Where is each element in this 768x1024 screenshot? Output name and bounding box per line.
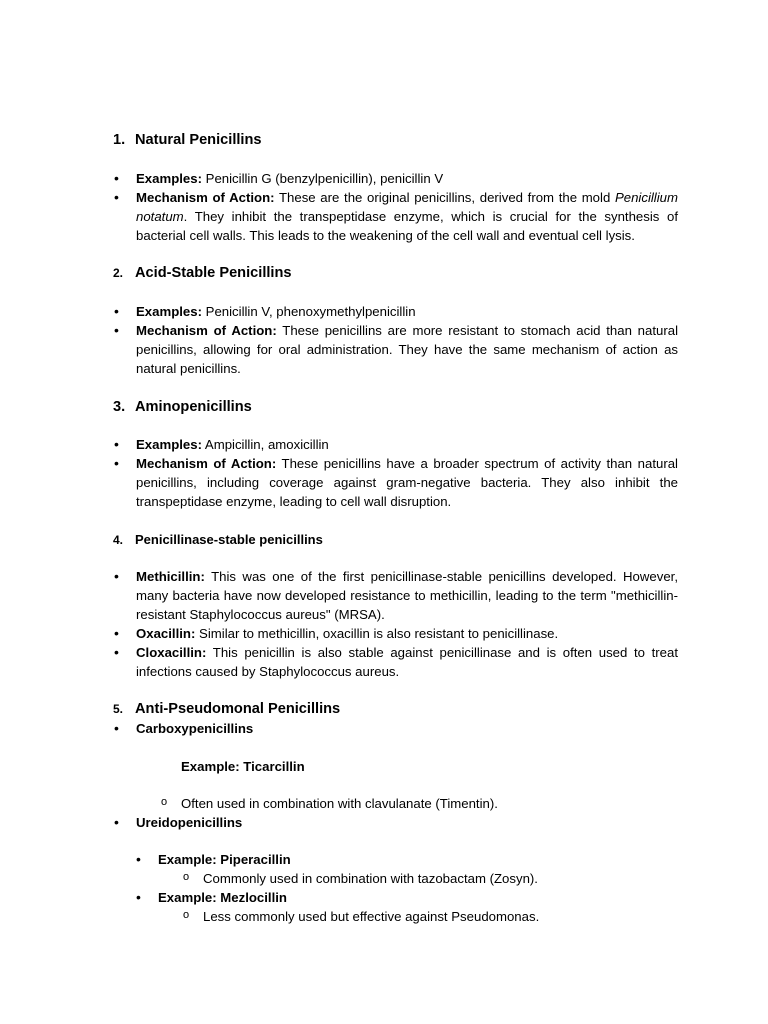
note-text: Less commonly used but effective against Pseudomonas. bbox=[203, 909, 540, 924]
list-item bbox=[135, 850, 678, 888]
moa-label: Mechanism of Action: bbox=[136, 456, 277, 471]
section-heading-natural-penicillins bbox=[113, 131, 683, 150]
class-label: Ureidopenicillins bbox=[136, 815, 243, 830]
list-item bbox=[113, 624, 678, 643]
moa-label: Mechanism of Action: bbox=[136, 190, 275, 205]
section-number: 4. bbox=[113, 533, 124, 547]
section-number: 5. bbox=[113, 702, 124, 716]
acid-stable-penicillins-list bbox=[113, 302, 678, 378]
section-number: 3. bbox=[113, 399, 126, 415]
class-label: Carboxypenicillins bbox=[136, 721, 254, 736]
examples-text: Penicillin G (benzylpenicillin), penicillin V bbox=[205, 171, 444, 186]
note-text: Commonly used in combination with tazobactam (Zosyn). bbox=[203, 871, 538, 886]
drug-text: This was one of the first penicillinase-stable penicillins developed. However, many bacteria have now developed resistance to methicillin, leading to the term "methicillin-resistant Staphylococcus aureus" (MRSA). bbox=[136, 569, 678, 622]
aminopenicillins-list bbox=[113, 435, 678, 511]
list-item bbox=[113, 321, 678, 378]
example-label: Example: Piperacillin bbox=[158, 852, 291, 867]
section-title: Aminopenicillins bbox=[135, 399, 252, 415]
section-heading-penicillinase-stable bbox=[113, 530, 683, 550]
natural-penicillins-list bbox=[113, 169, 678, 245]
moa-label: Mechanism of Action: bbox=[136, 323, 277, 338]
anti-pseudomonal-list bbox=[113, 719, 678, 738]
list-item bbox=[113, 567, 678, 624]
section-number: 2. bbox=[113, 266, 124, 280]
list-item bbox=[113, 188, 678, 245]
moa-text: These penicillins are more resistant to stomach acid than natural penicillins, allowing for oral administration. They have the same mechanism of action as natural penicillins. bbox=[136, 323, 678, 376]
carboxy-example: Example: Ticarcillin bbox=[181, 759, 305, 774]
section-title: Anti-Pseudomonal Penicillins bbox=[135, 701, 341, 717]
list-item bbox=[113, 719, 678, 738]
list-item bbox=[113, 302, 678, 321]
drug-label: Oxacillin: bbox=[136, 626, 196, 641]
section-heading-anti-pseudomonal bbox=[113, 700, 683, 719]
examples-label: Examples: bbox=[136, 304, 202, 319]
drug-text: Similar to methicillin, oxacillin is also resistant to penicillinase. bbox=[199, 626, 559, 641]
list-item bbox=[113, 169, 678, 188]
section-title: Penicillinase-stable penicillins bbox=[135, 532, 323, 547]
section-title: Acid-Stable Penicillins bbox=[135, 265, 292, 281]
list-item bbox=[113, 454, 678, 511]
examples-text: Penicillin V, phenoxymethylpenicillin bbox=[205, 304, 416, 319]
penicillinase-stable-list bbox=[113, 567, 678, 681]
examples-label: Examples: bbox=[136, 171, 202, 186]
sub-list-item bbox=[158, 794, 678, 813]
sub-list-item bbox=[180, 907, 678, 926]
examples-label: Examples: bbox=[136, 437, 202, 452]
section-heading-acid-stable-penicillins bbox=[113, 264, 683, 283]
example-label: Example: Mezlocillin bbox=[158, 890, 287, 905]
drug-label: Methicillin: bbox=[136, 569, 205, 584]
examples-text: Ampicillin, amoxicillin bbox=[204, 437, 329, 452]
list-item bbox=[135, 888, 678, 926]
ureido-list bbox=[113, 813, 678, 832]
note-text: Often used in combination with clavulanate (Timentin). bbox=[181, 796, 498, 811]
section-number: 1. bbox=[113, 132, 126, 148]
moa-text-continued: . They inhibit the transpeptidase enzyme, which is crucial for the synthesis of bacterial cell walls. This leads to the weakening of the cell wall and eventual cell lysis. bbox=[136, 209, 678, 243]
section-heading-aminopenicillins bbox=[113, 398, 683, 417]
section-title: Natural Penicillins bbox=[135, 132, 262, 148]
ureido-examples bbox=[135, 850, 678, 926]
piperacillin-notes bbox=[180, 869, 678, 888]
moa-text: These are the original penicillins, derived from the mold bbox=[278, 190, 611, 205]
mezlocillin-notes bbox=[180, 907, 678, 926]
list-item bbox=[113, 643, 678, 681]
sub-list-item bbox=[180, 869, 678, 888]
drug-text: This penicillin is also stable against penicillinase and is often used to treat infections caused by Staphylococcus aureus. bbox=[136, 645, 678, 679]
carboxy-notes bbox=[158, 794, 678, 813]
list-item bbox=[113, 813, 678, 832]
moa-text: These penicillins have a broader spectrum of activity than natural penicillins, including coverage against gram-negative bacteria. They also inhibit the transpeptidase enzyme, leading to cell wall disruption. bbox=[136, 456, 678, 509]
list-item bbox=[113, 435, 678, 454]
organism-name: Penicillium notatum bbox=[136, 190, 678, 224]
drug-label: Cloxacillin: bbox=[136, 645, 207, 660]
